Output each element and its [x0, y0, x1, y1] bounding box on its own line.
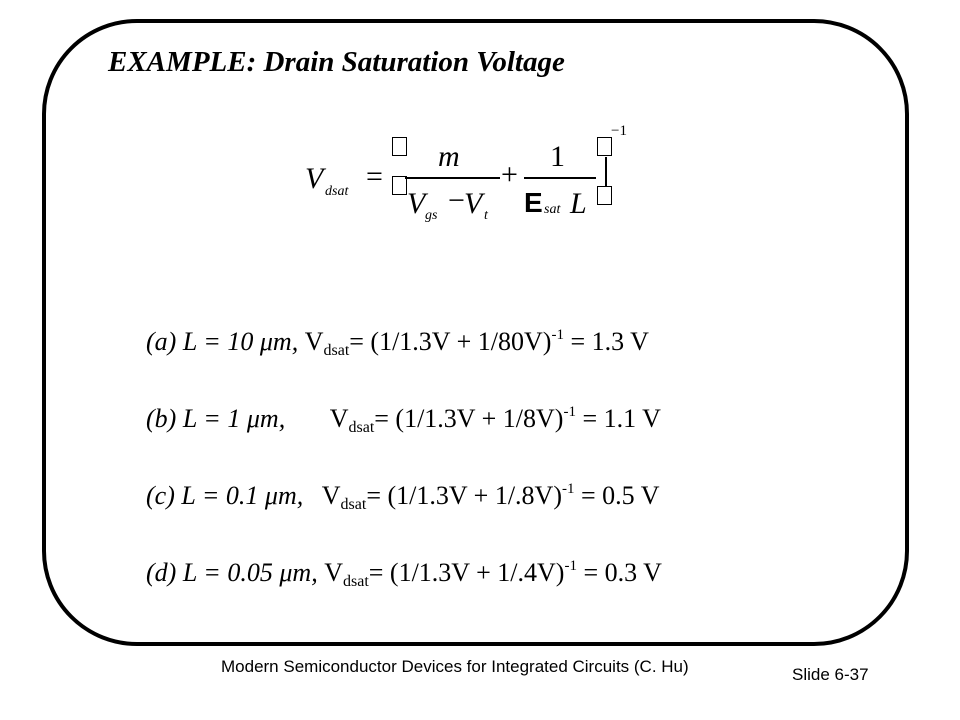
- bracket-left-top: [392, 137, 407, 156]
- eq-exponent: −1: [611, 123, 627, 139]
- eq-den1-v1: V: [407, 187, 426, 220]
- eq-num2: 1: [550, 140, 565, 173]
- eq-plus: +: [501, 158, 518, 191]
- eq-den2-sub: sat: [544, 202, 561, 217]
- eq-den1-v2: V: [464, 187, 483, 220]
- bracket-right-top: [597, 137, 612, 156]
- eq-lhs-symbol: V: [305, 162, 324, 195]
- example-c: (c) L = 0.1 μm, $V_{dsat}= (1/1.3V + 1/.8V)^{-1} = 0.5$ V: [146, 481, 660, 513]
- vdsat-equation: [300, 120, 640, 230]
- slide-number: Slide 6-37: [792, 665, 869, 684]
- eq-num1: m: [438, 140, 460, 173]
- example-a: (a) L = 10 μm, $V_{dsat}= (1/1.3V + 1/80V)^{-1} = 1.3$ V: [146, 327, 649, 359]
- footer-text: Modern Semiconductor Devices for Integrated Circuits (C. Hu): [221, 657, 689, 676]
- bracket-right-mid: [605, 157, 607, 186]
- slide-title: EXAMPLE: Drain Saturation Voltage: [108, 46, 565, 78]
- eq-den1-minus: −: [448, 184, 465, 217]
- fraction-line-1: [405, 177, 500, 179]
- eq-den1-sub1: gs: [425, 208, 438, 223]
- example-d: (d) L = 0.05 μm, $V_{dsat}= (1/1.3V + 1/.4V)^{-1} = 0.3$ V: [146, 558, 662, 590]
- eq-den2-e: E: [524, 187, 543, 218]
- bracket-right-bottom: [597, 186, 612, 205]
- eq-equals: =: [366, 160, 383, 193]
- example-b: (b) L = 1 μm, $V_{dsat}= (1/1.3V + 1/8V)^{-1} = 1.1$ V: [146, 404, 661, 436]
- fraction-line-2: [524, 177, 596, 179]
- eq-den1-sub2: t: [484, 208, 488, 223]
- eq-den2-l: L: [570, 187, 587, 220]
- eq-lhs-sub: dsat: [325, 184, 349, 199]
